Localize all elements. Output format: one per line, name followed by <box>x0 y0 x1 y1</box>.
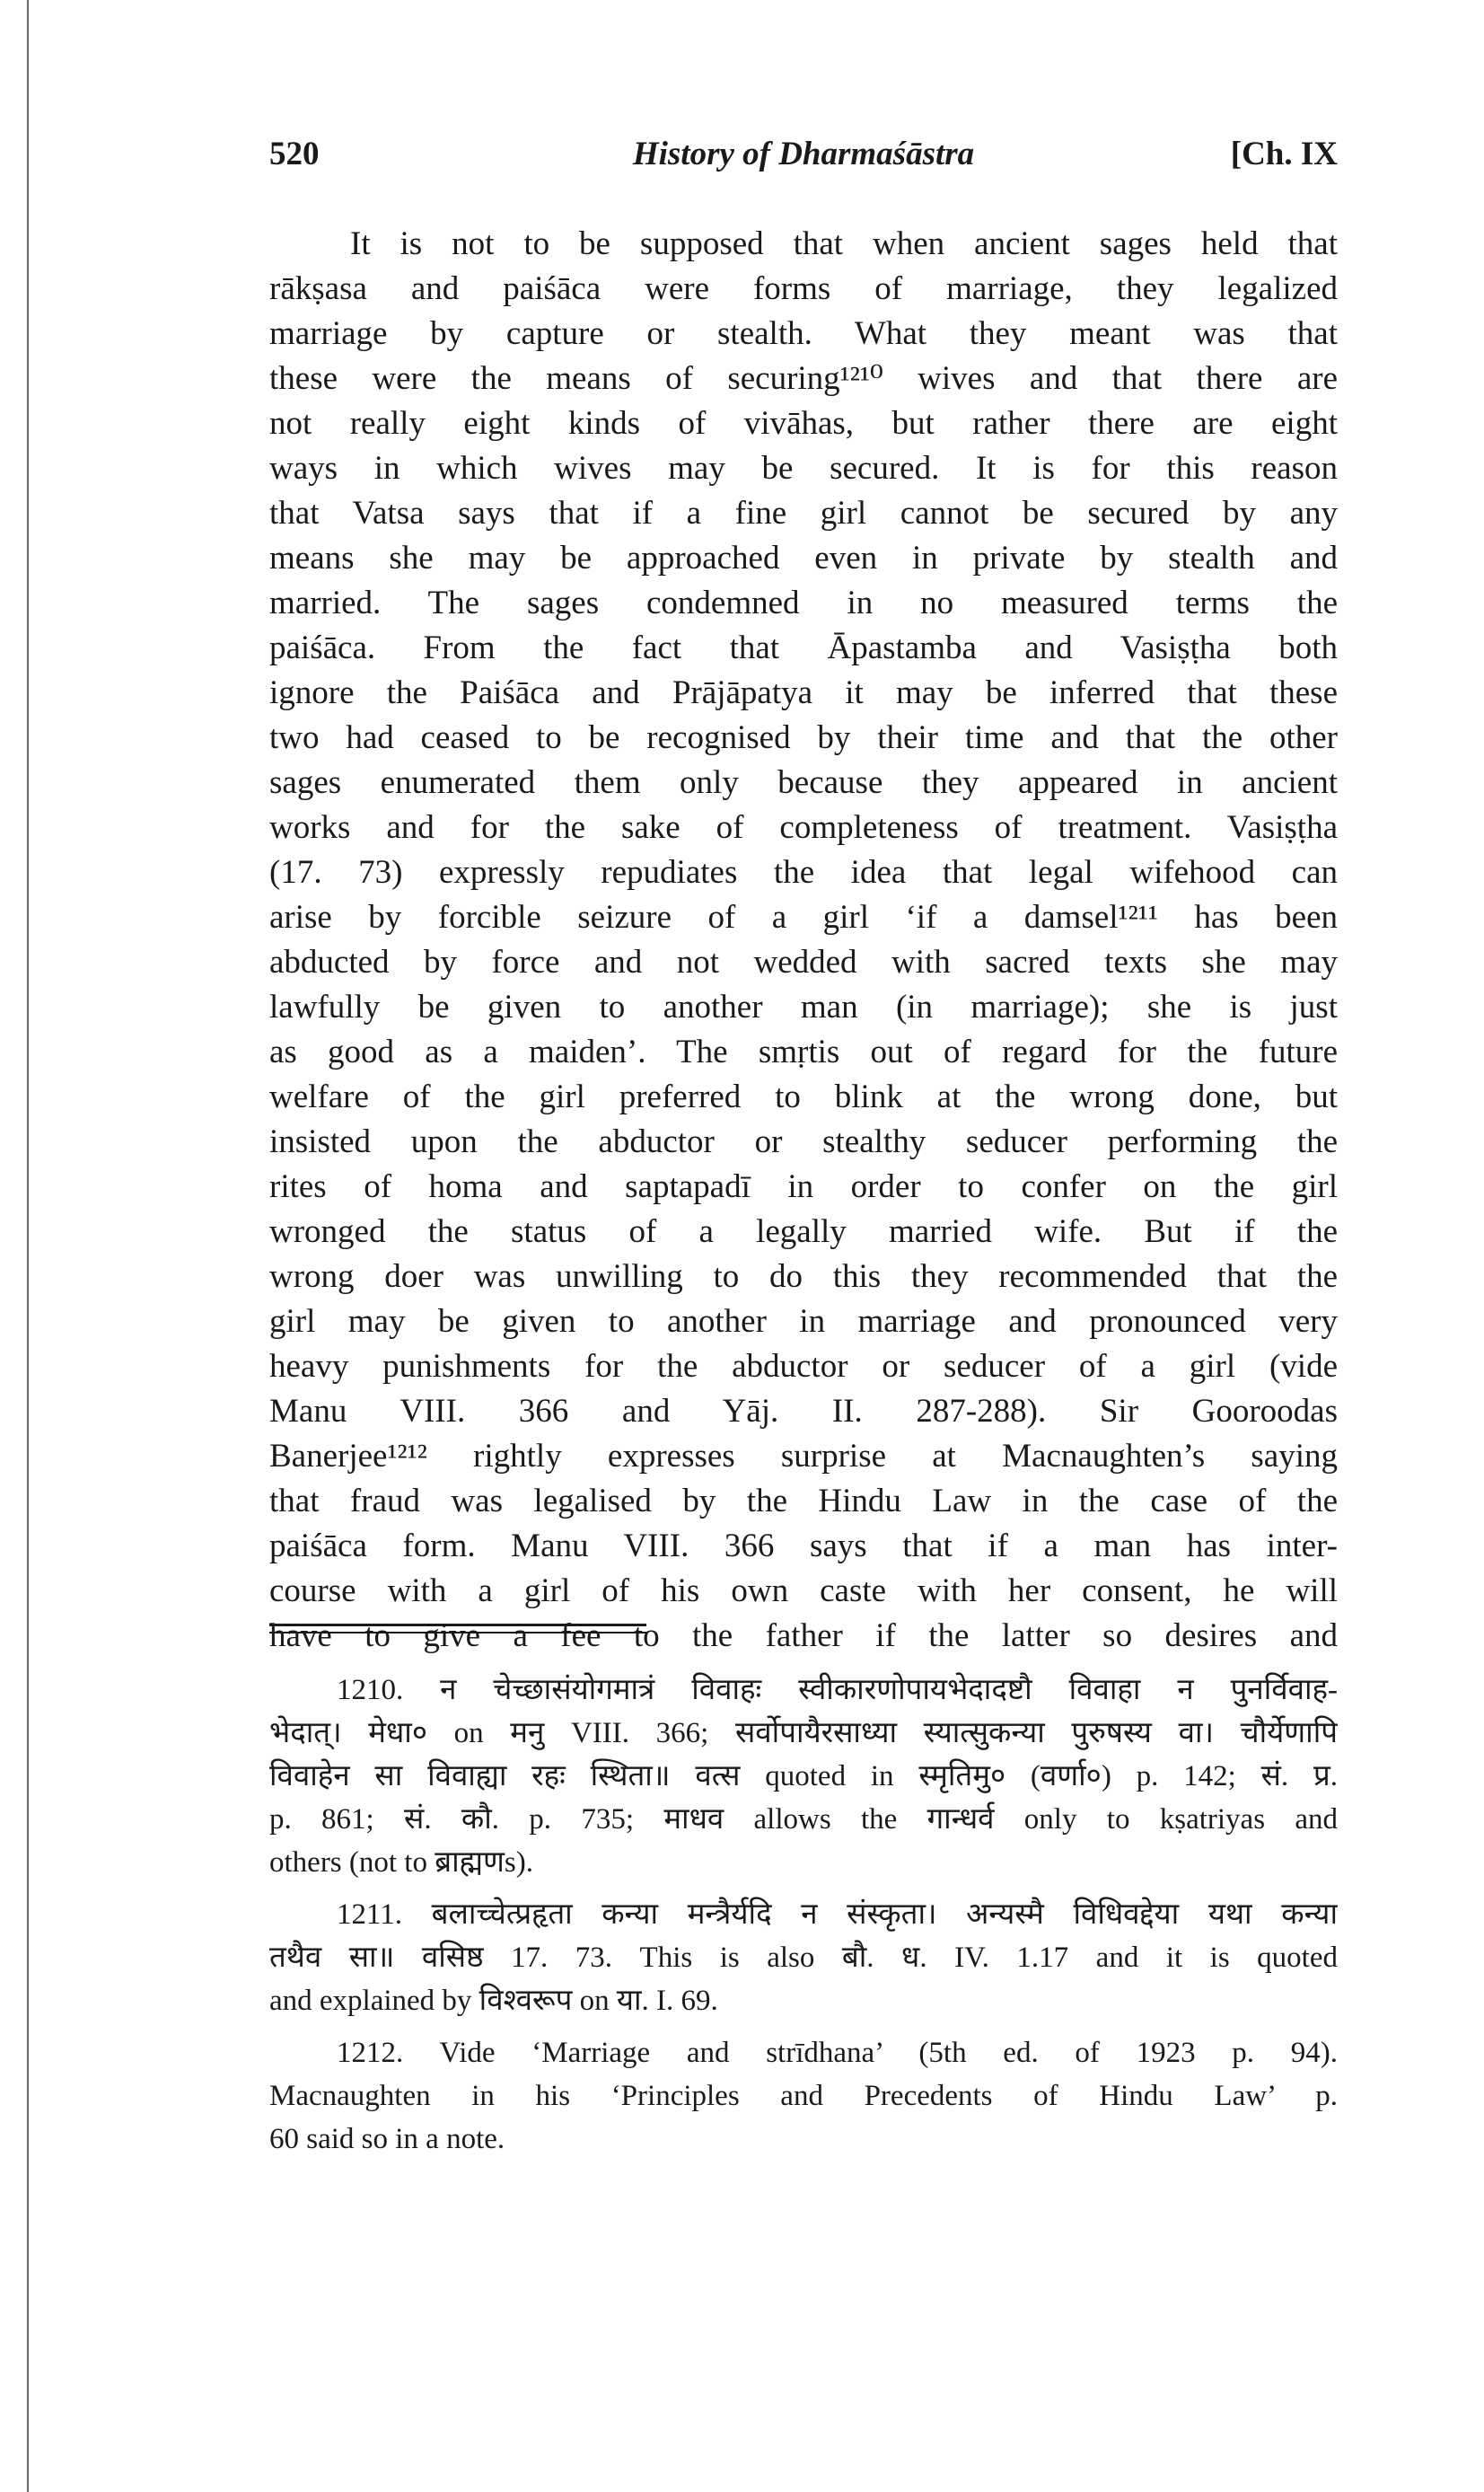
footnote-separator <box>269 1624 646 1626</box>
body-line: wrong doer was unwilling to do this they recommended that the <box>269 1258 1338 1295</box>
body-line: paiśāca. From the fact that Āpastamba and Vasiṣṭha both <box>269 630 1338 666</box>
footnote-line: others (not to ब्राह्मणs). <box>269 1846 533 1879</box>
body-line: wronged the status of a legally married wife. But if the <box>269 1213 1338 1250</box>
body-line: course with a girl of his own caste with her consent, he will <box>269 1572 1338 1609</box>
body-line: girl may be given to another in marriage and pronounced very <box>269 1303 1338 1340</box>
footnote <box>269 2031 1338 2161</box>
body-line: arise by forcible seizure of a girl ‘if a damsel¹²¹¹ has been <box>269 899 1338 936</box>
body-line: heavy punishments for the abductor or seducer of a girl (vide <box>269 1348 1338 1385</box>
body-line: abducted by force and not wedded with sacred texts she may <box>269 944 1338 981</box>
running-title: History of Dharmaśāstra <box>632 136 975 172</box>
footnote-line: 60 said so in a note. <box>269 2123 505 2155</box>
body-line: Banerjee¹²¹² rightly expresses surprise at Macnaughten’s saying <box>269 1438 1338 1475</box>
footnote-line: तथैव सा॥ वसिष्ठ 17. 73. This is also बौ. ध. IV. 1.17 and it is quoted <box>269 1942 1338 1974</box>
body-line: ignore the Paiśāca and Prājāpatya it may be inferred that these <box>269 674 1338 711</box>
body-line: paiśāca form. Manu VIII. 366 says that if a man has inter- <box>269 1528 1338 1564</box>
body-line: means she may be approached even in private by stealth and <box>269 540 1338 577</box>
body-line: lawfully be given to another man (in marriage); she is just <box>269 989 1338 1026</box>
body-line: that Vatsa says that if a fine girl cannot be secured by any <box>269 495 1338 532</box>
footnote-line: and explained by विश्वरूप on या. I. 69. <box>269 1985 718 2017</box>
body-line: rites of homa and saptapadī in order to confer on the girl <box>269 1168 1338 1205</box>
body-line: welfare of the girl preferred to blink at the wrong done, but <box>269 1079 1338 1115</box>
footnote-line: भेदात्। मेधा० on मनु VIII. 366; सर्वोपायैरसाध्या स्यात्सुकन्या पुरुषस्य वा। चौर्येणापि <box>269 1717 1338 1749</box>
footnote-line: 1212. Vide ‘Marriage and strīdhana’ (5th ed. of 1923 p. 94). <box>337 2037 1338 2069</box>
footnote-separator-thin <box>269 1632 646 1633</box>
scan-edge-line <box>27 0 29 2492</box>
footnote-line: 1210. न चेच्छासंयोगमात्रं विवाहः स्वीकारणोपायभेदादष्टौ विवाहा न पुनर्विवाह- <box>337 1674 1338 1706</box>
body-line: Manu VIII. 366 and Yāj. II. 287-288). Sir Gooroodas <box>269 1393 1338 1430</box>
page-header <box>269 135 1338 180</box>
footnote-line: p. 861; सं. कौ. p. 735; माधव allows the गान्धर्व only to kṣatriyas and <box>269 1803 1338 1836</box>
footnote <box>269 1893 1338 2022</box>
body-line: ways in which wives may be secured. It is for this reason <box>269 450 1338 487</box>
footnote-line: 1211. बलाच्चेत्प्रहृता कन्या मन्त्रैर्यदि न संस्कृता। अन्यस्मै विधिवद्देया यथा कन्या <box>337 1898 1338 1931</box>
body-line: as good as a maiden’. The smṛtis out of regard for the future <box>269 1034 1338 1070</box>
body-line: insisted upon the abductor or stealthy seducer performing the <box>269 1123 1338 1160</box>
body-line: rākṣasa and paiśāca were forms of marriage, they legalized <box>269 270 1338 307</box>
body-line: It is not to be supposed that when ancient sages held that <box>350 225 1338 262</box>
footnote-line: Macnaughten in his ‘Principles and Precedents of Hindu Law’ p. <box>269 2080 1338 2112</box>
body-line: have to give a fee to the father if the latter so desires and <box>269 1617 1338 1654</box>
page-number: 520 <box>269 136 320 172</box>
body-line: two had ceased to be recognised by their time and that the other <box>269 719 1338 756</box>
footnotes-section <box>269 1669 1338 2170</box>
body-paragraph <box>269 222 1338 1659</box>
footnote <box>269 1669 1338 1884</box>
body-line: not really eight kinds of vivāhas, but rather there are eight <box>269 405 1338 442</box>
chapter-reference: [Ch. IX <box>1230 136 1338 172</box>
body-line: that fraud was legalised by the Hindu Law in the case of the <box>269 1483 1338 1519</box>
body-line: sages enumerated them only because they appeared in ancient <box>269 764 1338 801</box>
body-line: marriage by capture or stealth. What they meant was that <box>269 315 1338 352</box>
body-line: these were the means of securing¹²¹⁰ wives and that there are <box>269 360 1338 397</box>
body-line: works and for the sake of completeness of treatment. Vasiṣṭha <box>269 809 1338 846</box>
body-line: (17. 73) expressly repudiates the idea that legal wifehood can <box>269 854 1338 891</box>
footnote-line: विवाहेन सा विवाह्या रहः स्थिता॥ वत्स quoted in स्मृतिमु० (वर्णा०) p. 142; सं. प्र. <box>269 1760 1338 1792</box>
body-line: married. The sages condemned in no measured terms the <box>269 585 1338 621</box>
